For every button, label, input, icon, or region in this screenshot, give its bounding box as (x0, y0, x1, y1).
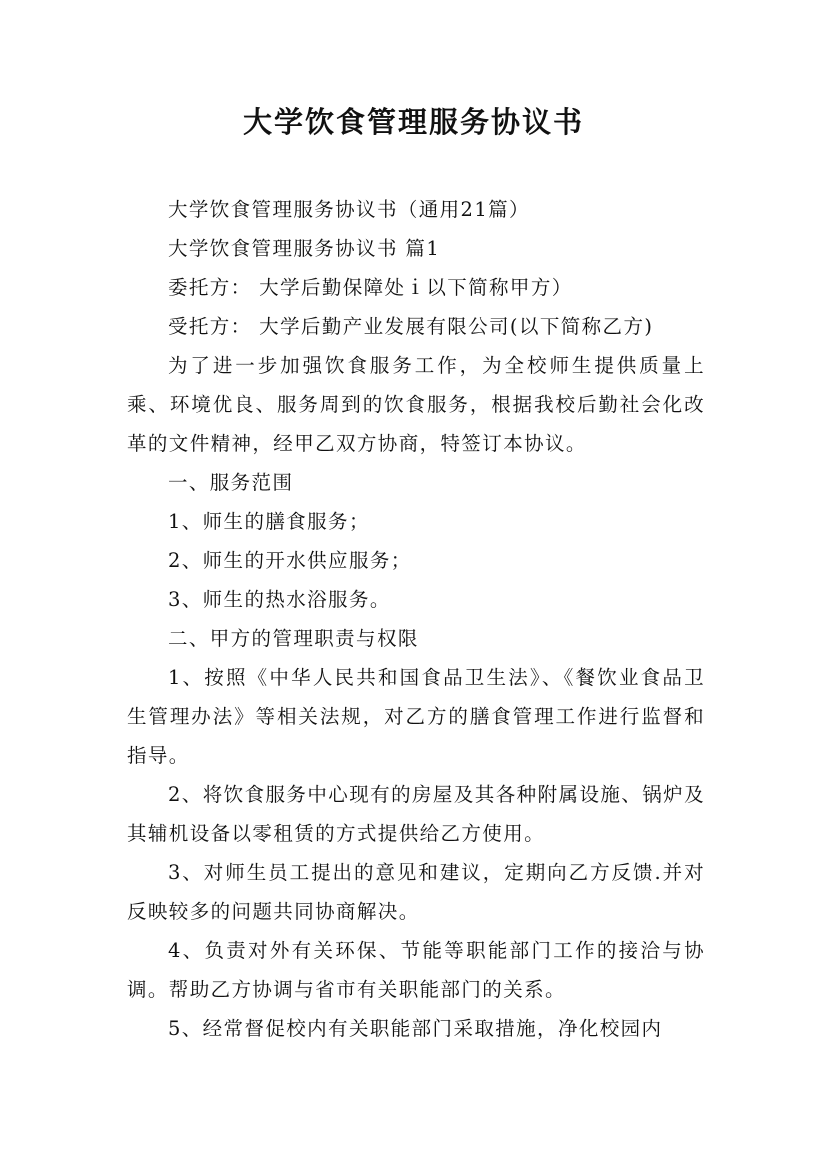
party-a-duty-4: 4、负责对外有关环保、节能等职能部门工作的接洽与协调。帮助乙方协调与省市有关职能部门的关系。 (127, 939, 705, 1001)
clause-heading-party-a: 二、甲方的管理职责与权限 (167, 627, 419, 650)
party-a-duty-5: 5、经常督促校内有关职能部门采取措施，净化校园内 (167, 1017, 663, 1040)
document-title: 大学饮食管理服务协议书 (242, 105, 584, 139)
section-heading: 大学饮食管理服务协议书 篇1 (167, 237, 441, 260)
party-b-line: 受托方： 大学后勤产业发展有限公司(以下简称乙方) (167, 315, 654, 338)
party-a-duty-3: 3、对师生员工提出的意见和建议，定期向乙方反馈.并对反映较多的问题共同协商解决。 (127, 861, 705, 923)
party-a-line: 委托方： 大学后勤保障处ｉ以下简称甲方） (167, 276, 573, 299)
scope-item-1: 1、师生的膳食服务； (167, 510, 370, 533)
scope-item-2: 2、师生的开水供应服务； (167, 549, 412, 572)
scope-item-3: 3、师生的热水浴服务。 (167, 588, 391, 611)
subtitle-line: 大学饮食管理服务协议书（通用21篇） (167, 198, 530, 221)
preamble-paragraph: 为了进一步加强饮食服务工作，为全校师生提供质量上乘、环境优良、服务周到的饮食服务，根据我校后勤社会化改革的文件精神，经甲乙双方协商，特签订本协议。 (127, 354, 705, 455)
clause-heading-scope: 一、服务范围 (167, 471, 294, 494)
party-a-duty-1: 1、按照《中华人民共和国食品卫生法》、《餐饮业食品卫生管理办法》等相关法规，对乙方的膳食管理工作进行监督和指导。 (127, 666, 705, 767)
party-a-duty-2: 2、将饮食服务中心现有的房屋及其各种附属设施、锅炉及其辅机设备以零租赁的方式提供给乙方使用。 (127, 783, 705, 845)
